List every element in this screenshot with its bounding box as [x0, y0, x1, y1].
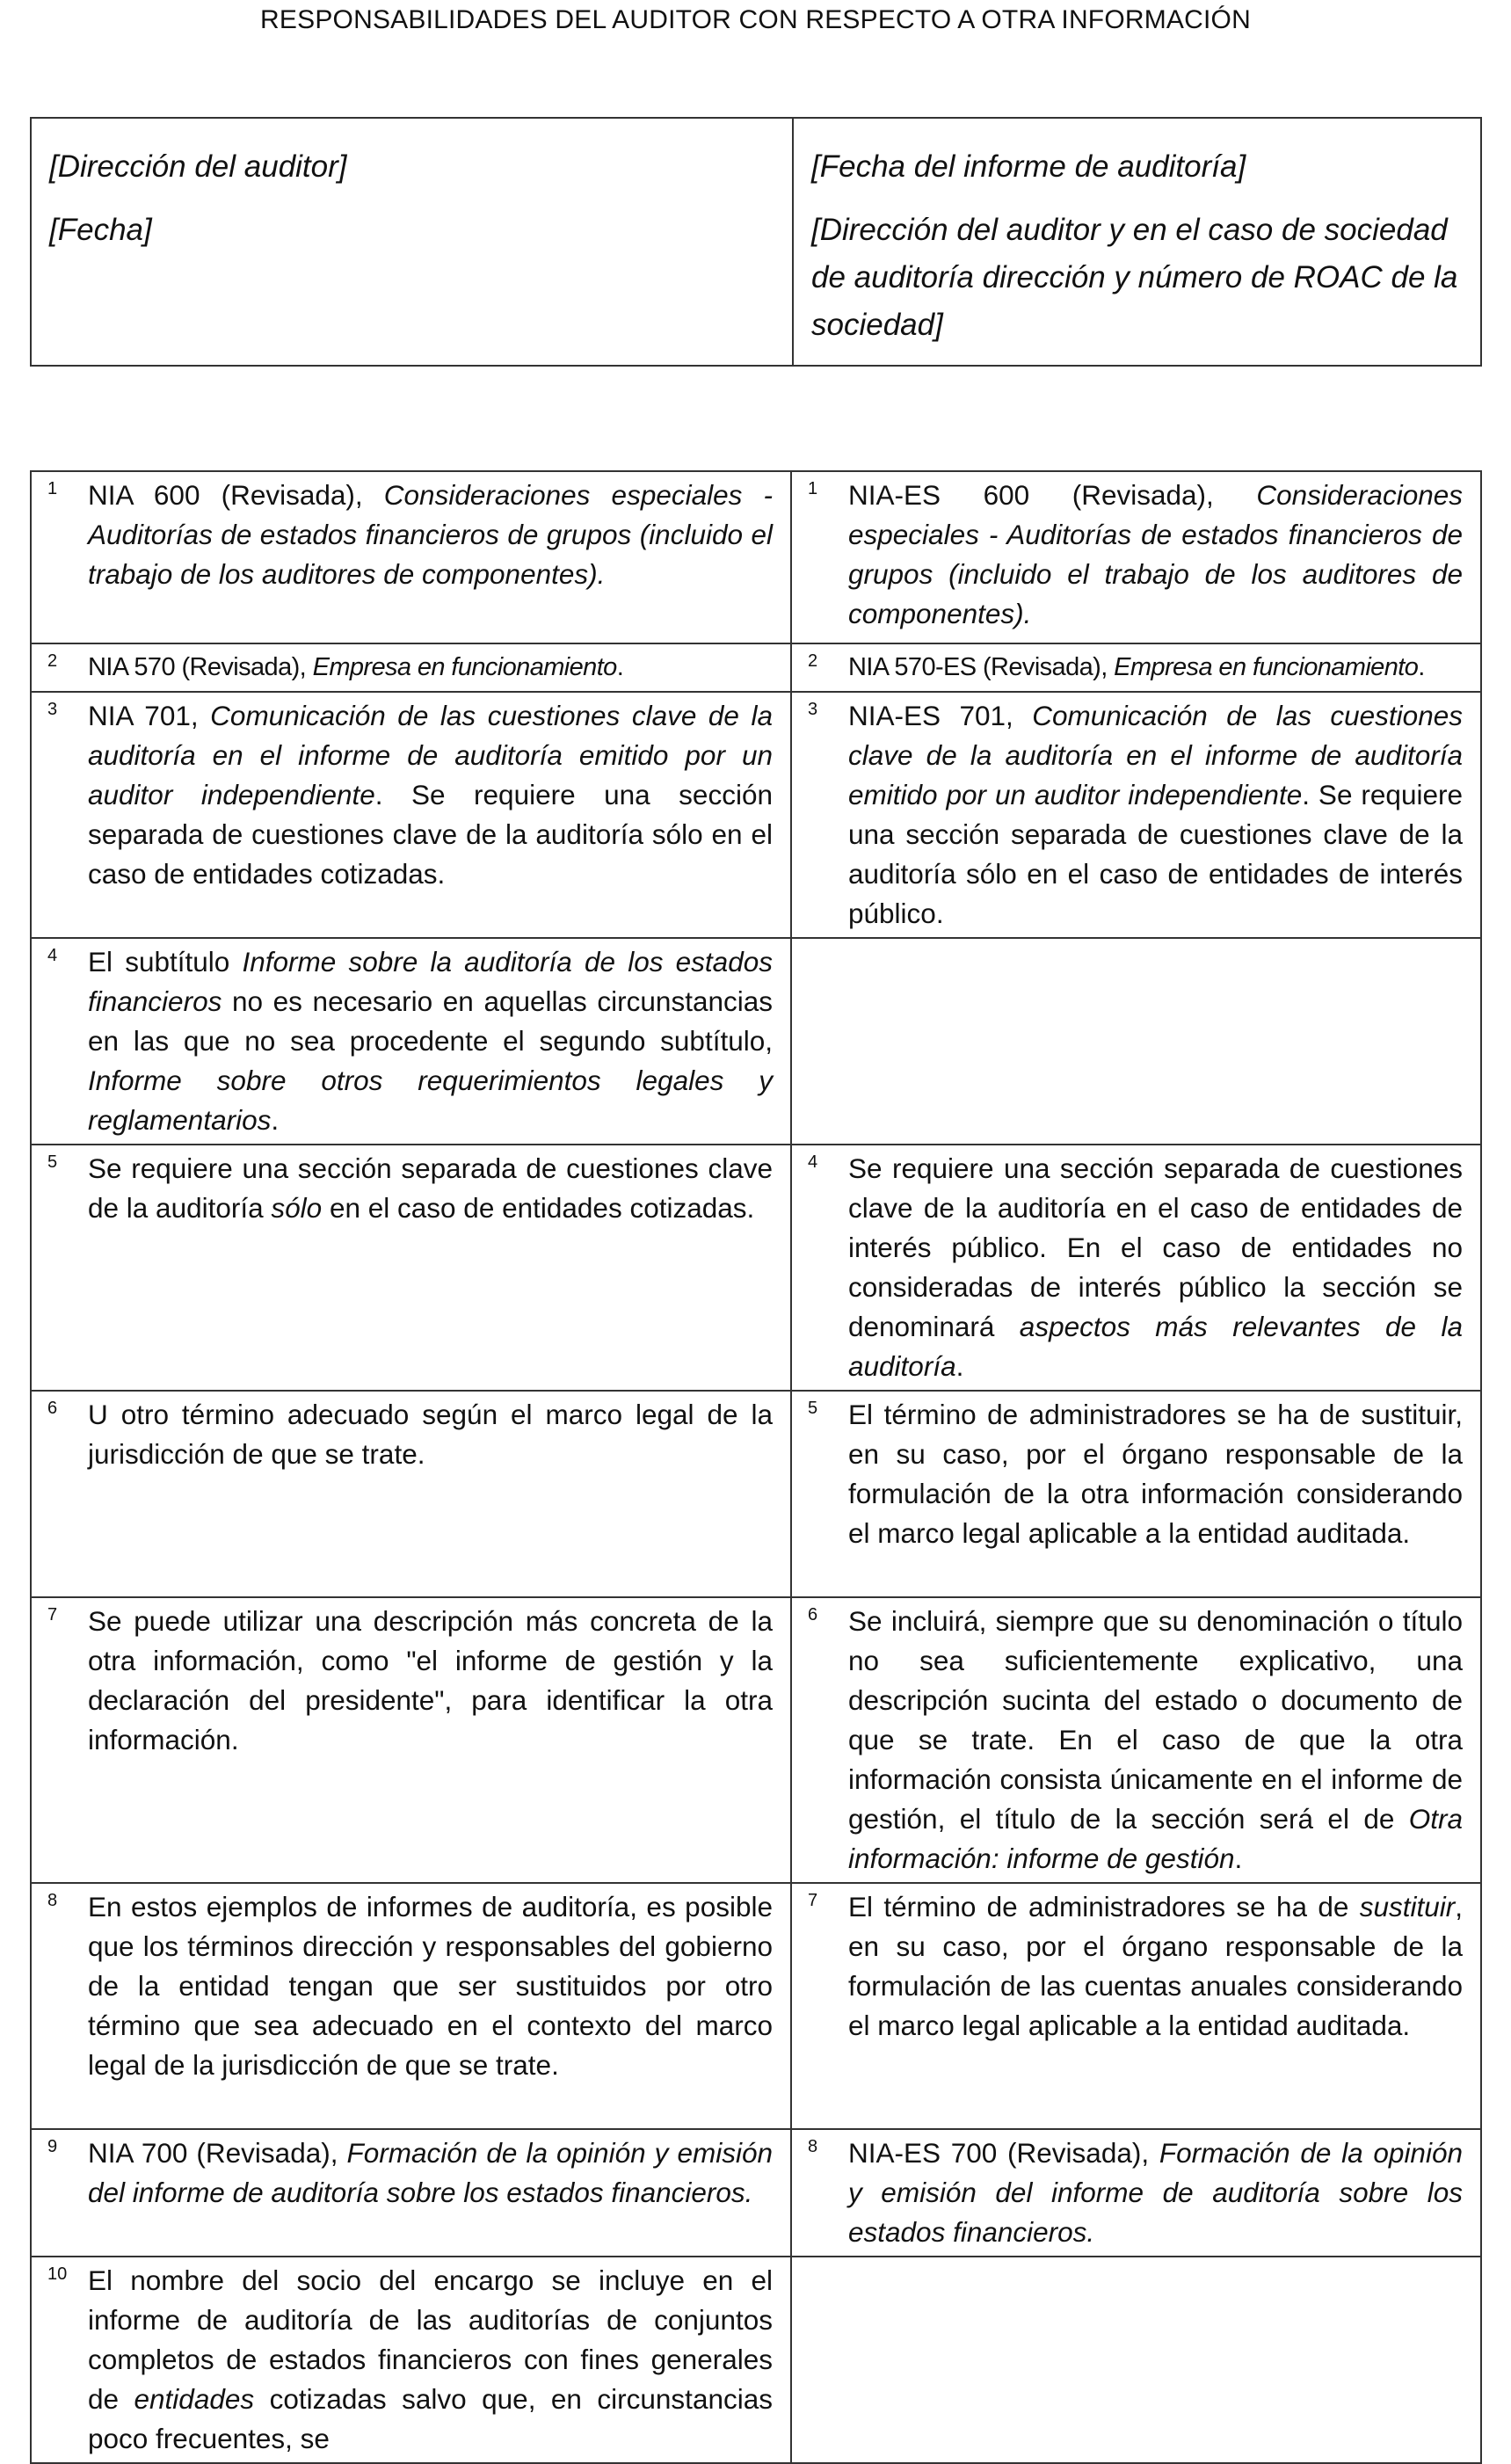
- note-cell-left: [31, 2257, 791, 2463]
- page-title: RESPONSABILIDADES DEL AUDITOR CON RESPECTO A OTRA INFORMACIÓN: [260, 5, 1251, 34]
- footnote-text: El subtítulo Informe sobre la auditoría de los estados financieros no es necesario en aquellas circunstancias en las que no sea procedente el segundo subtítulo, Informe sobre otros requerimientos legales y reglamentarios.: [88, 946, 773, 1136]
- note-cell-left: [31, 2129, 791, 2257]
- note-cell-left: [31, 938, 791, 1145]
- note-cell-left: [31, 471, 791, 643]
- note-cell-right: [791, 1597, 1481, 1883]
- footnote-text: El término de administradores se ha de sustituir, en su caso, por el órgano responsable de la formulación de la otra información considerando el marco legal aplicable a la entidad auditada.: [848, 1399, 1463, 1549]
- note-cell-left: [31, 1391, 791, 1597]
- note-cell-right: [791, 643, 1481, 692]
- footnote-number: 4: [47, 946, 58, 965]
- footnote-number: 3: [808, 700, 818, 719]
- note-cell-left: [31, 1145, 791, 1391]
- footnote-number: 9: [47, 2137, 58, 2156]
- footnote-text: El nombre del socio del encargo se incluye en el informe de auditoría de las auditorías de conjuntos completos de estados financieros con fines generales de entidades cotizadas salvo que, en circunstancias poco frecuentes, se: [88, 2264, 773, 2454]
- auditor-address-roac: [Dirección del auditor y en el caso de sociedad de auditoría dirección y número de ROAC de la sociedad]: [811, 213, 1458, 342]
- note-cell-right-empty: [791, 938, 1481, 1145]
- auditor-address: [Dirección del auditor]: [49, 149, 347, 184]
- date: [Fecha]: [49, 213, 152, 247]
- note-cell-right: [791, 2129, 1481, 2257]
- note-cell-left: [31, 1597, 791, 1883]
- table-row: [31, 471, 1481, 643]
- footnote-text: NIA-ES 700 (Revisada), Formación de la opinión y emisión del informe de auditoría sobre los estados financieros.: [848, 2137, 1463, 2248]
- footnote-number: 1: [808, 479, 818, 498]
- footnote-number: 8: [808, 2137, 818, 2156]
- header-table: [30, 117, 1482, 367]
- footnote-text: Se incluirá, siempre que su denominación o título no sea suficientemente explicativo, una descripción sucinta del estado o documento de que se trate. En el caso de que la otra información consista únicamente en el informe de gestión, el título de la sección será el de Otra información: informe de gestión.: [848, 1605, 1463, 1874]
- note-cell-right-empty: [791, 2257, 1481, 2463]
- footnote-text: U otro término adecuado según el marco legal de la jurisdicción de que se trate.: [88, 1399, 773, 1470]
- footnote-number: 6: [47, 1399, 58, 1418]
- table-row: [31, 938, 1481, 1145]
- footnote-text: Se puede utilizar una descripción más concreta de la otra información, como "el informe de gestión y la declaración del presidente", para identificar la otra información.: [88, 1605, 773, 1755]
- table-row: [31, 1145, 1481, 1391]
- note-cell-left: [31, 1883, 791, 2129]
- table-row: [31, 1391, 1481, 1597]
- footnote-number: 7: [47, 1605, 58, 1624]
- header-right-cell: [793, 118, 1481, 366]
- footnote-text: En estos ejemplos de informes de auditoría, es posible que los términos dirección y responsables del gobierno de la entidad tengan que ser sustituidos por otro término que sea adecuado en el contexto del marco legal de la jurisdicción de que se trate.: [88, 1891, 773, 2081]
- footnote-text: El término de administradores se ha de sustituir, en su caso, por el órgano responsable de la formulación de las cuentas anuales considerando el marco legal aplicable a la entidad auditada.: [848, 1891, 1463, 2041]
- table-row: [31, 2129, 1481, 2257]
- note-cell-right: [791, 1391, 1481, 1597]
- footnote-text: NIA 570-ES (Revisada), Empresa en funcionamiento.: [848, 653, 1425, 681]
- footnote-number: 2: [47, 651, 58, 671]
- footnote-text: NIA 700 (Revisada), Formación de la opinión y emisión del informe de auditoría sobre los estados financieros.: [88, 2137, 773, 2208]
- table-row: [31, 692, 1481, 938]
- footnote-text: NIA-ES 600 (Revisada), Consideraciones especiales - Auditorías de estados financieros de grupos (incluido el trabajo de los auditores de componentes).: [848, 479, 1463, 629]
- footnote-number: 8: [47, 1891, 58, 1910]
- note-cell-right: [791, 471, 1481, 643]
- footnote-number: 1: [47, 479, 58, 498]
- table-row: [31, 1597, 1481, 1883]
- note-cell-right: [791, 692, 1481, 938]
- footnote-number: 3: [47, 700, 58, 719]
- footnote-text: Se requiere una sección separada de cuestiones clave de la auditoría en el caso de entidades de interés público. En el caso de entidades no consideradas de interés público la sección se denominará aspectos más relevantes de la auditoría.: [848, 1152, 1463, 1382]
- footnote-text: NIA 600 (Revisada), Consideraciones especiales - Auditorías de estados financieros de grupos (incluido el trabajo de los auditores de componentes).: [88, 479, 774, 590]
- note-cell-right: [791, 1883, 1481, 2129]
- header-left-cell: [31, 118, 793, 366]
- footnote-number: 2: [808, 651, 818, 671]
- footnote-text: NIA 570 (Revisada), Empresa en funcionamiento.: [88, 653, 624, 681]
- note-cell-right: [791, 1145, 1481, 1391]
- note-cell-left: [31, 643, 791, 692]
- footnote-text: NIA 701, Comunicación de las cuestiones clave de la auditoría en el informe de auditoría emitido por un auditor independiente. Se requiere una sección separada de cuestiones clave de la auditoría sólo en el caso de entidades cotizadas.: [88, 700, 773, 890]
- footnote-text: Se requiere una sección separada de cuestiones clave de la auditoría sólo en el caso de entidades cotizadas.: [88, 1152, 773, 1224]
- table-row: [31, 1883, 1481, 2129]
- table-row: [31, 643, 1481, 692]
- footnote-number: 4: [808, 1152, 818, 1172]
- footnote-number: 7: [808, 1891, 818, 1910]
- footnote-text: NIA-ES 701, Comunicación de las cuestiones clave de la auditoría en el informe de auditoría emitido por un auditor independiente. Se requiere una sección separada de cuestiones clave de la auditoría sólo en el caso de entidades de interés público.: [848, 700, 1463, 929]
- footnotes-table: [30, 470, 1482, 2464]
- footnote-number: 5: [47, 1152, 58, 1172]
- footnote-number: 6: [808, 1605, 818, 1624]
- footnote-number: 5: [808, 1399, 818, 1418]
- footnote-number: 10: [47, 2264, 68, 2284]
- note-cell-left: [31, 692, 791, 938]
- report-date: [Fecha del informe de auditoría]: [811, 149, 1246, 184]
- table-row: [31, 2257, 1481, 2463]
